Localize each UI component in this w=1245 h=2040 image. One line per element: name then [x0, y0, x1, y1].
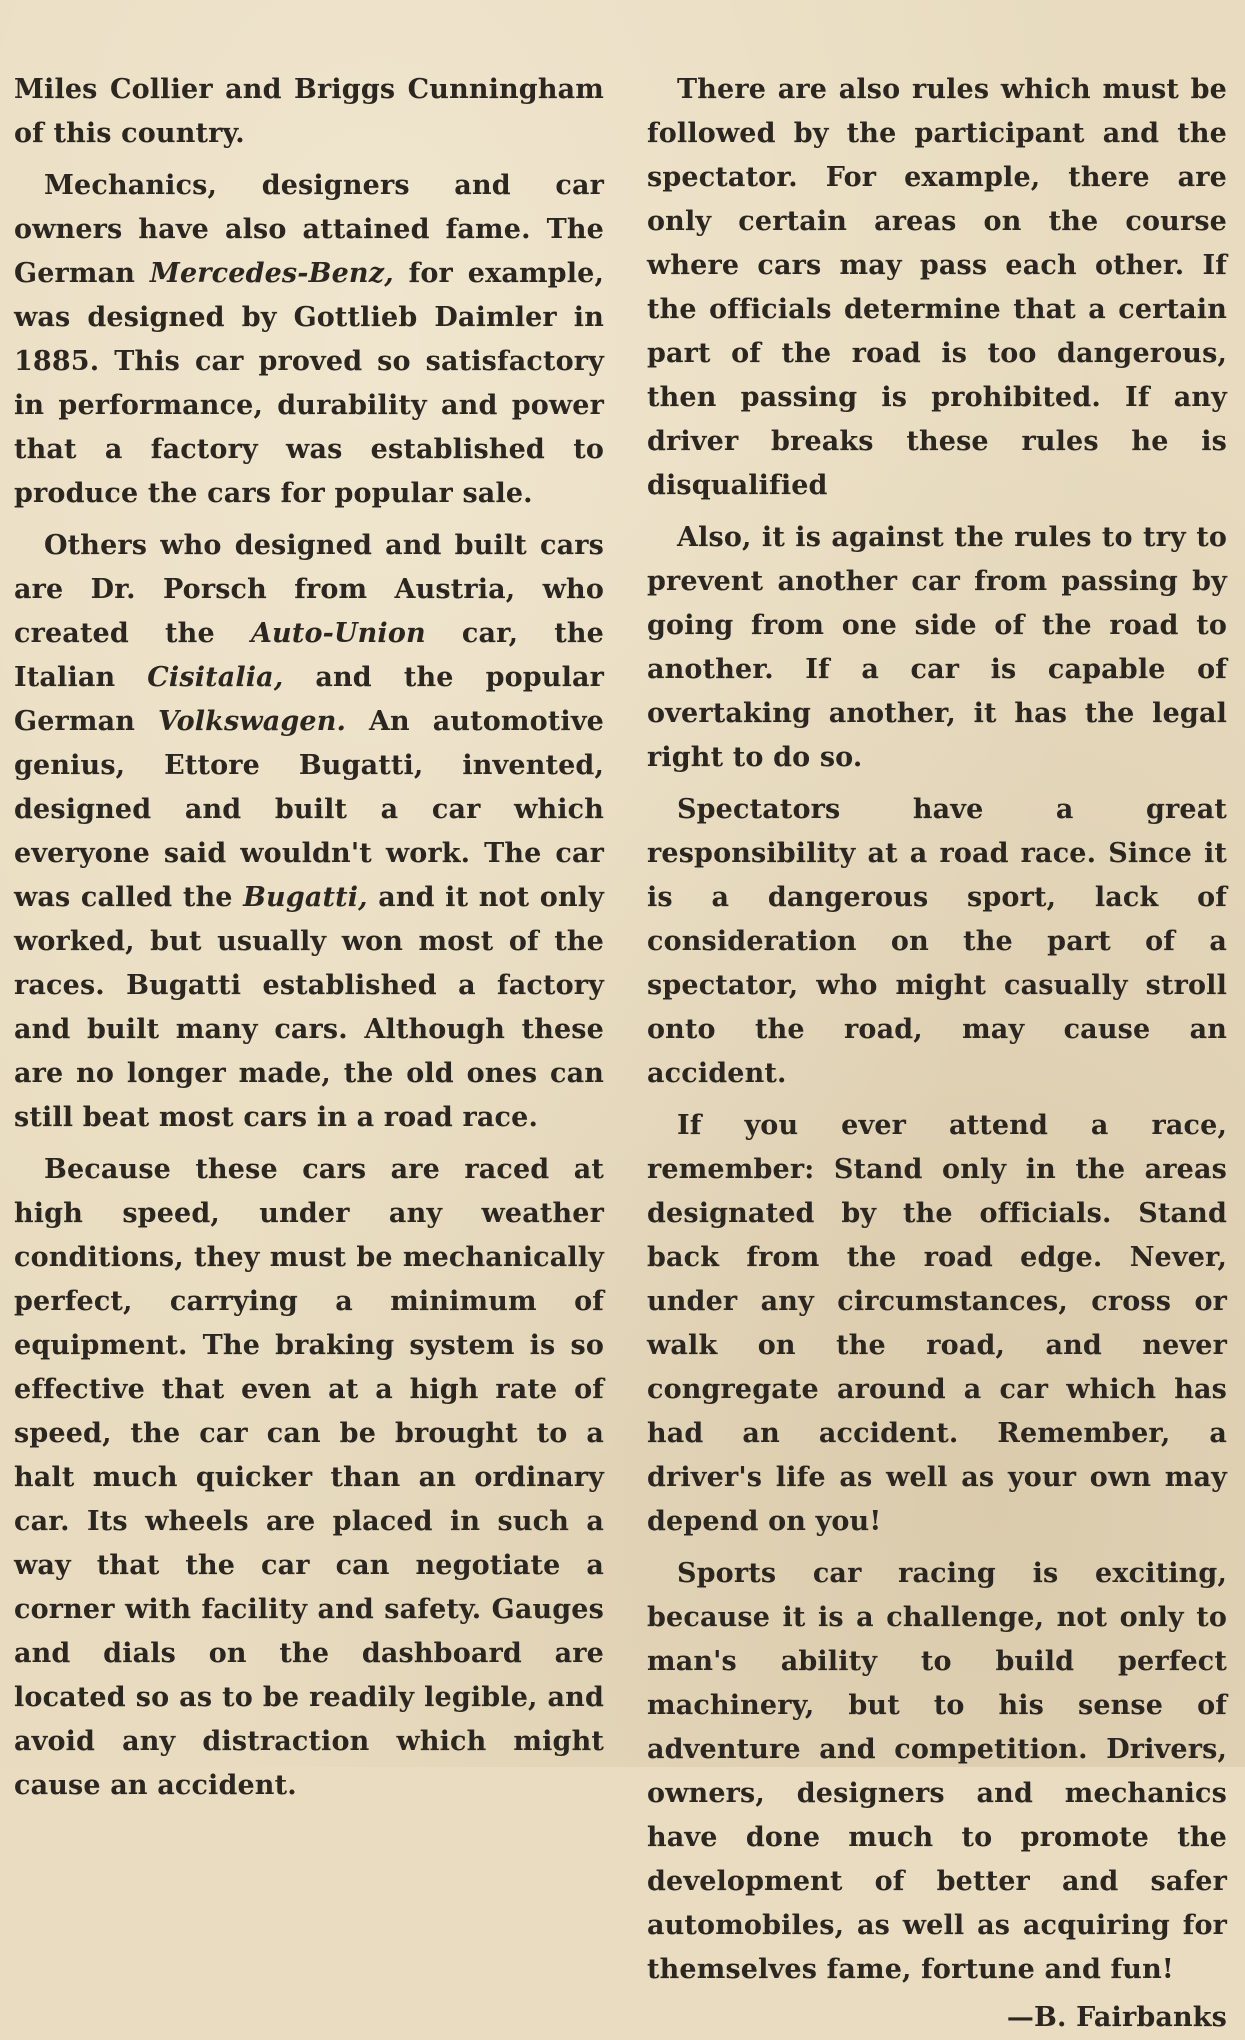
paragraph: Sports car racing is exciting, because it is a challenge, not only to man's ability to build perfect machinery, but to his sense of adventure and competition. Drivers, owners, designers and mechanics have done much to promote the development of better and safer automobiles, as well as acquiring for themselves fame, fortune and fun! — [647, 1558, 1227, 1985]
paragraph: Also, it is against the rules to try to prevent another car from passing by going from one side of the road to another. If a car is capable of overtaking another, it has the legal right to do so. — [647, 522, 1227, 773]
author-signature: —B. Fairbanks — [1006, 2002, 1227, 2033]
paragraph: Mechanics, designers and car owners have also attained fame. The German Mercedes-Benz, for example, was designed by Gottlieb Daimler in 1885. This car proved so satisfactory in performance, durability and power that a factory was established to produce the cars for popular sale. — [14, 170, 604, 509]
paragraph: Others who designed and built cars are Dr. Porsch from Austria, who created the Auto-Union car, the Italian Cisitalia, and the popular German Volkswagen. An automotive genius, Ettore Bugatti, invented, designed and built a car which everyone said wouldn't work. The car was called the Bugatti, and it not only worked, but usually won most of the races. Bugatti established a factory and built many cars. Although these are no longer made, the old ones can still beat most cars in a road race. — [14, 530, 605, 1133]
right-column — [647, 68, 1227, 2040]
paragraph: If you ever attend a race, remember: Stand only in the areas designated by the officials. Stand back from the road edge. Never, under any circumstances, cross or walk on the road, and never congregate around a car which has had an accident. Remember, a driver's life as well as your own may depend on you! — [647, 1110, 1227, 1537]
paragraph: Miles Collier and Briggs Cunningham of this country. — [14, 74, 604, 149]
paragraph: There are also rules which must be followed by the participant and the spectator. For example, there are only certain areas on the course where cars may pass each other. If the officials determine that a certain part of the road is too dangerous, then passing is prohibited. If any driver breaks these rules he is disqualified — [647, 74, 1227, 501]
paragraph: Because these cars are raced at high speed, under any weather conditions, they must be mechanically perfect, carrying a minimum of equipment. The braking system is so effective that even at a high rate of speed, the car can be brought to a halt much quicker than an ordinary car. Its wheels are placed in such a way that the car can negotiate a corner with facility and safety. Gauges and dials on the dashboard are located so as to be readily legible, and avoid any distraction which might cause an accident. — [14, 1154, 604, 1801]
paragraph: Spectators have a great responsibility at a road race. Since it is a dangerous sport, lack of consideration on the part of a spectator, who might casually stroll onto the road, may cause an accident. — [647, 794, 1227, 1089]
left-column — [14, 68, 604, 1816]
